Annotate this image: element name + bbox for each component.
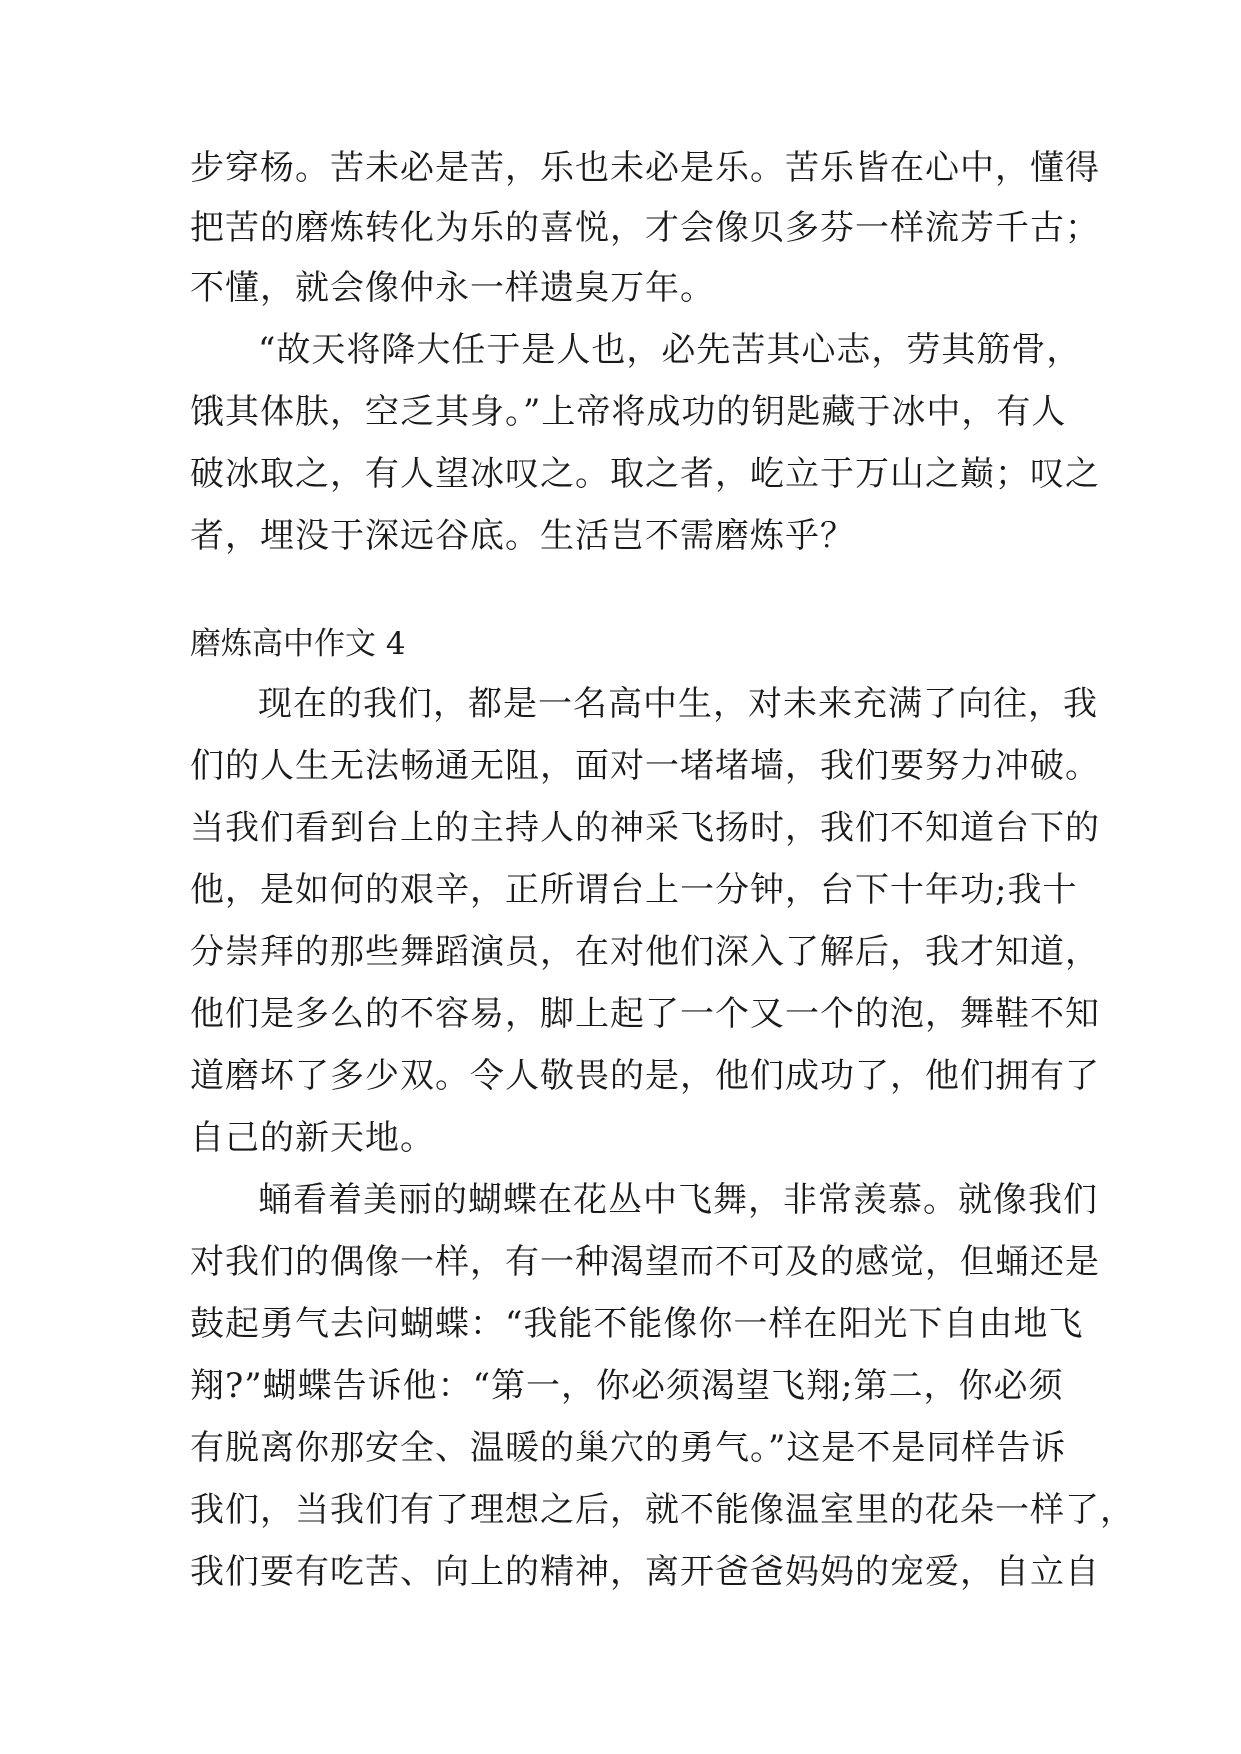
paragraph-line: 破冰取之，有人望冰叹之。取之者，屹立于万山之巅；叹之 [190,454,1100,494]
paragraph-line: 自己的新天地。 [190,1118,435,1158]
paragraph-line: 者，埋没于深远谷底。生活岂不需磨炼乎？ [190,516,855,556]
paragraph-line: 道磨坏了多少双。令人敬畏的是，他们成功了，他们拥有了 [190,1056,1100,1096]
paragraph-line: 们的人生无法畅通无阻，面对一堵堵墙，我们要努力冲破。 [190,746,1100,786]
paragraph-line: 我们要有吃苦、向上的精神，离开爸爸妈妈的宠爱，自立自 [190,1552,1100,1592]
paragraph-line: 饿其体肤，空乏其身。”上帝将成功的钥匙藏于冰中，有人 [190,392,1067,432]
paragraph-line: 不懂，就会像仲永一样遗臭万年。 [190,268,715,308]
paragraph-line: 他，是如何的艰辛，正所谓台上一分钟，台下十年功;我十 [190,870,1078,910]
paragraph-line: 鼓起勇气去问蝴蝶：“我能不能像你一样在阳光下自由地飞 [190,1304,1084,1344]
paragraph-line: 分崇拜的那些舞蹈演员，在对他们深入了解后，我才知道， [190,932,1100,972]
paragraph-line: 我们，当我们有了理想之后，就不能像温室里的花朵一样了， [190,1490,1135,1530]
paragraph-line: 蛹看着美丽的蝴蝶在花丛中飞舞，非常羡慕。就像我们 [258,1180,1098,1220]
section-title: 磨炼高中作文 4 [190,626,406,662]
paragraph-line: 他们是多么的不容易，脚上起了一个又一个的泡，舞鞋不知 [190,994,1100,1034]
paragraph-line: 有脱离你那安全、温暖的巢穴的勇气。”这是不是同样告诉 [190,1428,1067,1468]
paragraph-line: 现在的我们，都是一名高中生，对未来充满了向往，我 [258,684,1098,724]
paragraph-line: 当我们看到台上的主持人的神采飞扬时，我们不知道台下的 [190,808,1100,848]
paragraph-line: 把苦的磨炼转化为乐的喜悦，才会像贝多芬一样流芳千古； [190,208,1100,248]
paragraph-line: “故天将降大任于是人也，必先苦其心志，劳其筋骨， [258,330,1082,370]
paragraph-line: 翔?”蝴蝶告诉他：“第一，你必须渴望飞翔;第二，你必须 [190,1366,1064,1406]
paragraph-line: 对我们的偶像一样，有一种渴望而不可及的感觉，但蛹还是 [190,1242,1100,1282]
paragraph-line: 步穿杨。苦未必是苦，乐也未必是乐。苦乐皆在心中，懂得 [190,148,1100,188]
